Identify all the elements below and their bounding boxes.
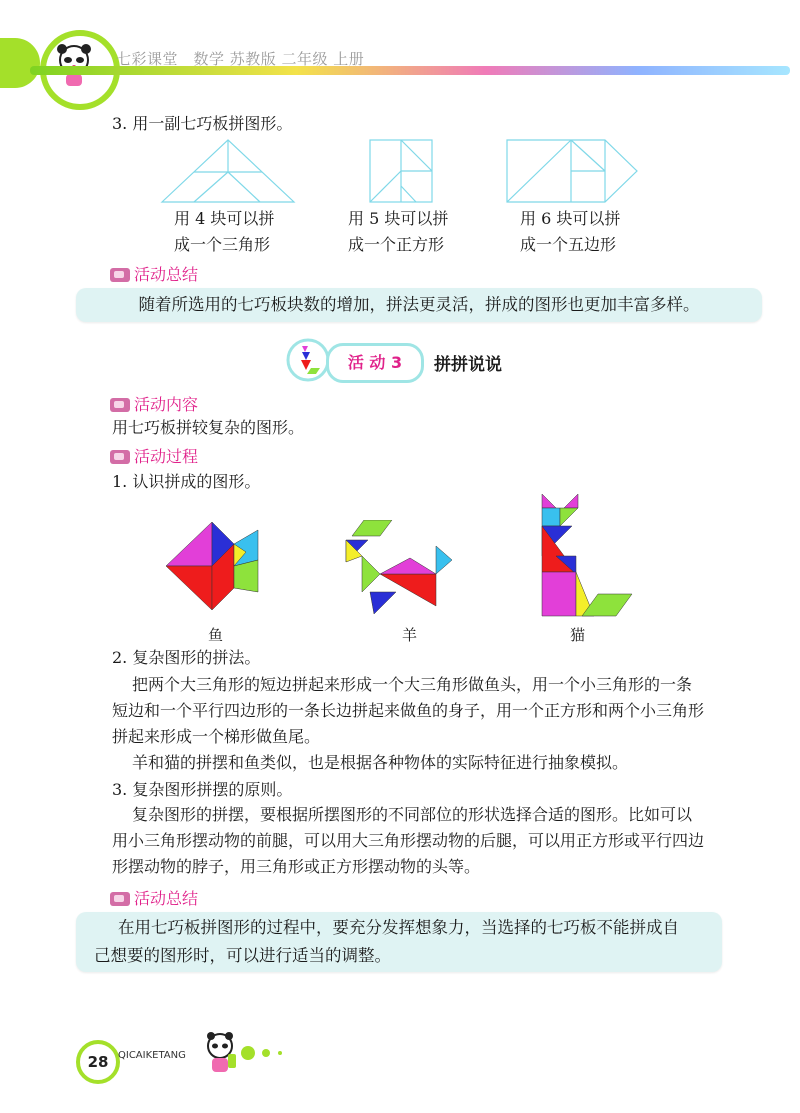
page-number: 28 bbox=[76, 1040, 120, 1084]
example-3-line1: 用 6 块可以拼 bbox=[520, 209, 621, 228]
header-green-tab bbox=[0, 38, 40, 88]
example-1-line2: 成一个三角形 bbox=[174, 235, 271, 254]
example-3-line2: 成一个五边形 bbox=[520, 235, 617, 254]
summary-1-box bbox=[76, 288, 762, 322]
step-2-line: 把两个大三角形的短边拼起来形成一个大三角形做鱼头，用一个小三角形的一条 bbox=[132, 675, 693, 694]
footer-brand: QICAIKETANG bbox=[118, 1050, 186, 1061]
step-3-paragraph bbox=[112, 802, 732, 880]
sheep-tangram bbox=[340, 520, 456, 616]
step-2-heading: 2. 复杂图形的拼法。 bbox=[112, 648, 261, 667]
process-label-row bbox=[110, 444, 198, 467]
summary-1-label: 活动总结 bbox=[134, 265, 199, 284]
tag-icon bbox=[110, 398, 130, 412]
step-3-heading: 3. 复杂图形拼摆的原则。 bbox=[112, 780, 293, 799]
cat-tangram bbox=[536, 494, 636, 618]
square-outline-figure bbox=[368, 138, 434, 204]
summary-2-line: 在用七巧板拼图形的过程中，要充分发挥想象力，当选择的七巧板不能拼成自 bbox=[118, 918, 679, 937]
activity-title: 拼拼说说 bbox=[434, 355, 502, 375]
example-2-caption bbox=[348, 206, 448, 258]
step-3-line: 形摆动物的脖子，用三角形或正方形摆动物的头等。 bbox=[112, 857, 481, 876]
step-2-paragraph bbox=[112, 672, 732, 776]
tag-icon bbox=[110, 892, 130, 906]
triangle-outline-figure bbox=[160, 138, 296, 204]
fish-caption: 鱼 bbox=[208, 626, 224, 644]
summary-1-label-row bbox=[110, 262, 198, 285]
content-text: 用七巧板拼较复杂的图形。 bbox=[112, 418, 305, 437]
pentagon-outline-figure bbox=[505, 138, 639, 204]
panda-icon bbox=[46, 36, 102, 92]
step-2-line: 羊和猫的拼摆和鱼类似，也是根据各种物体的实际特征进行抽象模拟。 bbox=[132, 753, 629, 772]
example-2-line1: 用 5 块可以拼 bbox=[348, 209, 449, 228]
step-2-line: 拼起来形成一个梯形做鱼尾。 bbox=[112, 727, 321, 746]
summary-2-label: 活动总结 bbox=[134, 889, 199, 908]
activity-badge: 活 动 3 bbox=[326, 343, 424, 383]
step-2-line: 短边和一个平行四边形的一条长边拼起来做鱼的身子，用一个正方形和两个小三角形 bbox=[112, 701, 705, 720]
tag-icon bbox=[110, 450, 130, 464]
section-heading: 3. 用一副七巧板拼图形。 bbox=[112, 114, 293, 133]
fish-tangram bbox=[166, 522, 262, 612]
example-1-line1: 用 4 块可以拼 bbox=[174, 209, 275, 228]
tag-icon bbox=[110, 268, 130, 282]
activity-cat-icon bbox=[284, 338, 332, 382]
content-label: 活动内容 bbox=[134, 395, 199, 414]
example-2-line2: 成一个正方形 bbox=[348, 235, 445, 254]
sheep-caption: 羊 bbox=[402, 626, 418, 644]
summary-1-text: 随着所选用的七巧板块数的增加，拼法更灵活，拼成的图形也更加丰富多样。 bbox=[138, 295, 700, 314]
summary-2-box bbox=[76, 912, 722, 972]
step-3-line: 用小三角形摆动物的前腿，可以用大三角形摆动物的后腿，可以用正方形或平行四边 bbox=[112, 831, 705, 850]
content-label-row bbox=[110, 392, 198, 415]
page-header-title: 七彩课堂 数学 苏教版 二年级 上册 bbox=[116, 50, 365, 68]
example-1-caption bbox=[174, 206, 274, 258]
panda-mascot-icon bbox=[200, 1030, 240, 1080]
step-3-line: 复杂图形的拼摆，要根据所摆图形的不同部位的形状选择合适的图形。比如可以 bbox=[132, 805, 693, 824]
step-1-heading: 1. 认识拼成的图形。 bbox=[112, 472, 261, 491]
summary-2-label-row bbox=[110, 886, 198, 909]
example-3-caption bbox=[520, 206, 620, 258]
process-label: 活动过程 bbox=[134, 447, 199, 466]
summary-2-line: 己想要的图形时，可以进行适当的调整。 bbox=[94, 946, 391, 965]
cat-caption: 猫 bbox=[570, 626, 586, 644]
decorative-dots bbox=[240, 1044, 290, 1062]
